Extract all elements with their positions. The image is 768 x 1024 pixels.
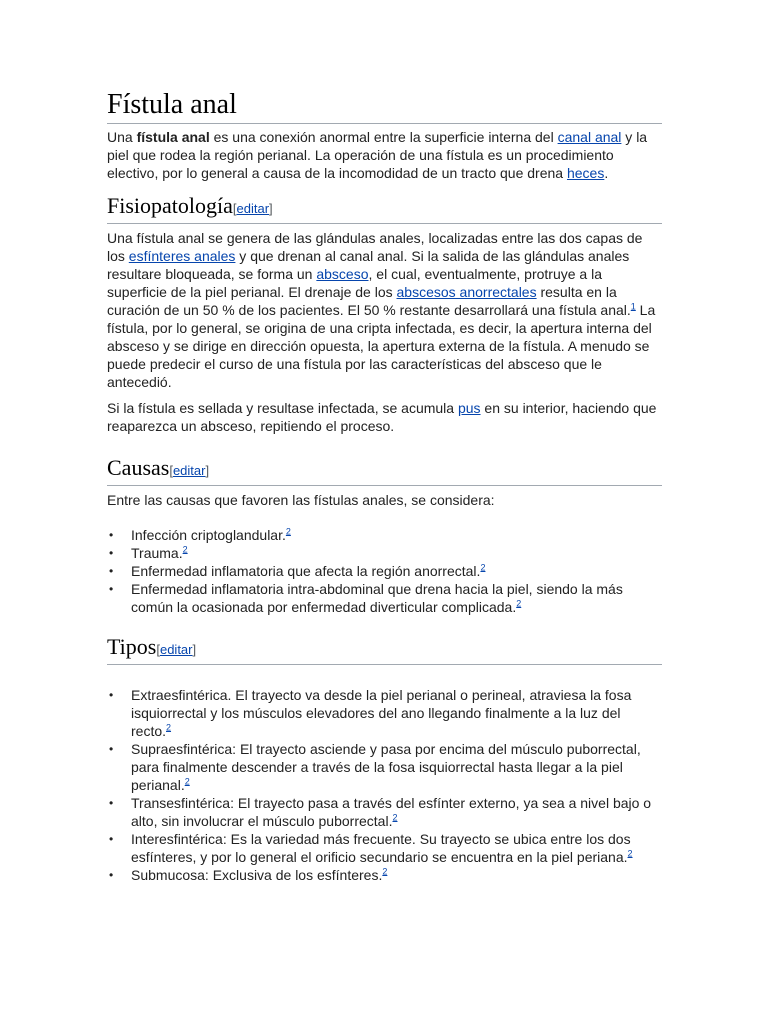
link-pus[interactable]: pus	[457, 400, 481, 416]
list-item: • Enfermedad inflamatoria que afecta la región anorrectal.$^2$	[131, 562, 662, 580]
edit-link-tipos[interactable]: editar	[159, 642, 193, 657]
reference-link[interactable]: 2	[184, 776, 190, 787]
list-item: • Trauma.$^2$	[131, 544, 662, 562]
list-item: • Interesfintérica: Es la variedad más frecuente. Su trayecto se ubica entre los dos esfínteres, y por lo general el orificio secundario se encuentra en la piel periana.$^2$	[131, 830, 662, 866]
list-item: • Extraesfintérica. El trayecto va desde la piel perianal o perineal, atraviesa la fosa isquiorrectal y los músculos elevadores del ano llegando finalmente a la luz del recto.$^2$	[131, 686, 662, 740]
causas-intro: Entre las causas que favoren las fístulas anales, se considera:	[107, 492, 495, 508]
intro-paragraph: Una fístula anal es una conexión anormal entre la superficie interna del canal anal y la piel que rodea la región perianal. La operación de una fístula es un procedimiento electivo, por lo general a causa de la incomodidad de un tracto que drena heces.	[107, 129, 648, 181]
list-item: • Supraesfintérica: El trayecto asciende y pasa por encima del músculo puborrectal, para finalmente descender a través de la fosa isquiorrectal hasta llegar a la piel perianal.$^2$	[131, 740, 662, 794]
reference-link[interactable]: 2	[182, 544, 188, 555]
link-absceso[interactable]: absceso	[316, 266, 369, 282]
reference-link[interactable]: 2	[166, 722, 172, 733]
tipos-list	[107, 686, 662, 884]
paragraph-fisio-2: Si la fístula es sellada y resultase infectada, se acumula pus en su interior, haciendo que reaparezca un absceso, repitiendo el proceso.	[107, 400, 657, 434]
section-heading-causas: Causas[editar]	[107, 454, 662, 486]
reference-link[interactable]: 2	[480, 562, 486, 573]
list-item: • Submucosa: Exclusiva de los esfínteres.$^2$	[131, 866, 662, 884]
edit-section-link: [editar]	[232, 201, 273, 216]
edit-section-link: [editar]	[156, 642, 197, 657]
causas-list	[107, 526, 662, 616]
page-title: Fístula anal	[107, 88, 662, 124]
paragraph-fisio-1: Una fístula anal se genera de las glándulas anales, localizadas entre las dos capas de los esfínteres anales y que drenan al canal anal. Si la salida de las glándulas anales resultare bloqueada, se forma un absceso, el cual, eventualmente, protruye a la superficie de la piel perianal. El drenaje de los abscesos anorrectales resulta en la curación de un 50 % de los pacientes. El 50 % restante desarrollará una fístula anal.$^1$ La fístula, por lo general, se origina de una cripta infectada, es decir, la apertura interna del absceso y se dirige en dirección opuesta, la apertura externa de la fístula. A menudo se puede predecir el curso de una fístula por las características del absceso que le antecedió.	[107, 230, 656, 390]
reference-link[interactable]: 2	[392, 812, 398, 823]
link-abscesos-anorrectales[interactable]: abscesos anorrectales	[396, 284, 537, 300]
edit-link-causas[interactable]: editar	[172, 463, 206, 478]
article-content	[107, 88, 662, 884]
list-item: • Enfermedad inflamatoria intra-abdominal que drena hacia la piel, siendo la más común la ocasionada por enfermedad diverticular complicada.$^2$	[131, 580, 662, 616]
list-item: • Infección criptoglandular.$^2$	[131, 526, 662, 544]
edit-section-link: [editar]	[169, 463, 210, 478]
link-canal-anal[interactable]: canal anal	[557, 129, 622, 145]
reference-link[interactable]: 2	[627, 848, 633, 859]
edit-link-fisiopatologia[interactable]: editar	[236, 201, 270, 216]
reference-link[interactable]: 1	[630, 301, 636, 312]
link-esfinteres-anales[interactable]: esfínteres anales	[128, 248, 236, 264]
list-item: • Transesfintérica: El trayecto pasa a través del esfínter externo, ya sea a nivel bajo o alto, sin involucrar el músculo puborrectal.$^2$	[131, 794, 662, 830]
reference-link[interactable]: 2	[382, 866, 388, 877]
section-heading-fisiopatologia: Fisiopatología[editar]	[107, 192, 662, 224]
bold-term: fístula anal	[136, 129, 210, 145]
link-heces[interactable]: heces	[566, 165, 605, 181]
reference-link[interactable]: 2	[285, 526, 291, 537]
reference-link[interactable]: 2	[516, 598, 522, 609]
section-heading-tipos: Tipos[editar]	[107, 633, 662, 665]
